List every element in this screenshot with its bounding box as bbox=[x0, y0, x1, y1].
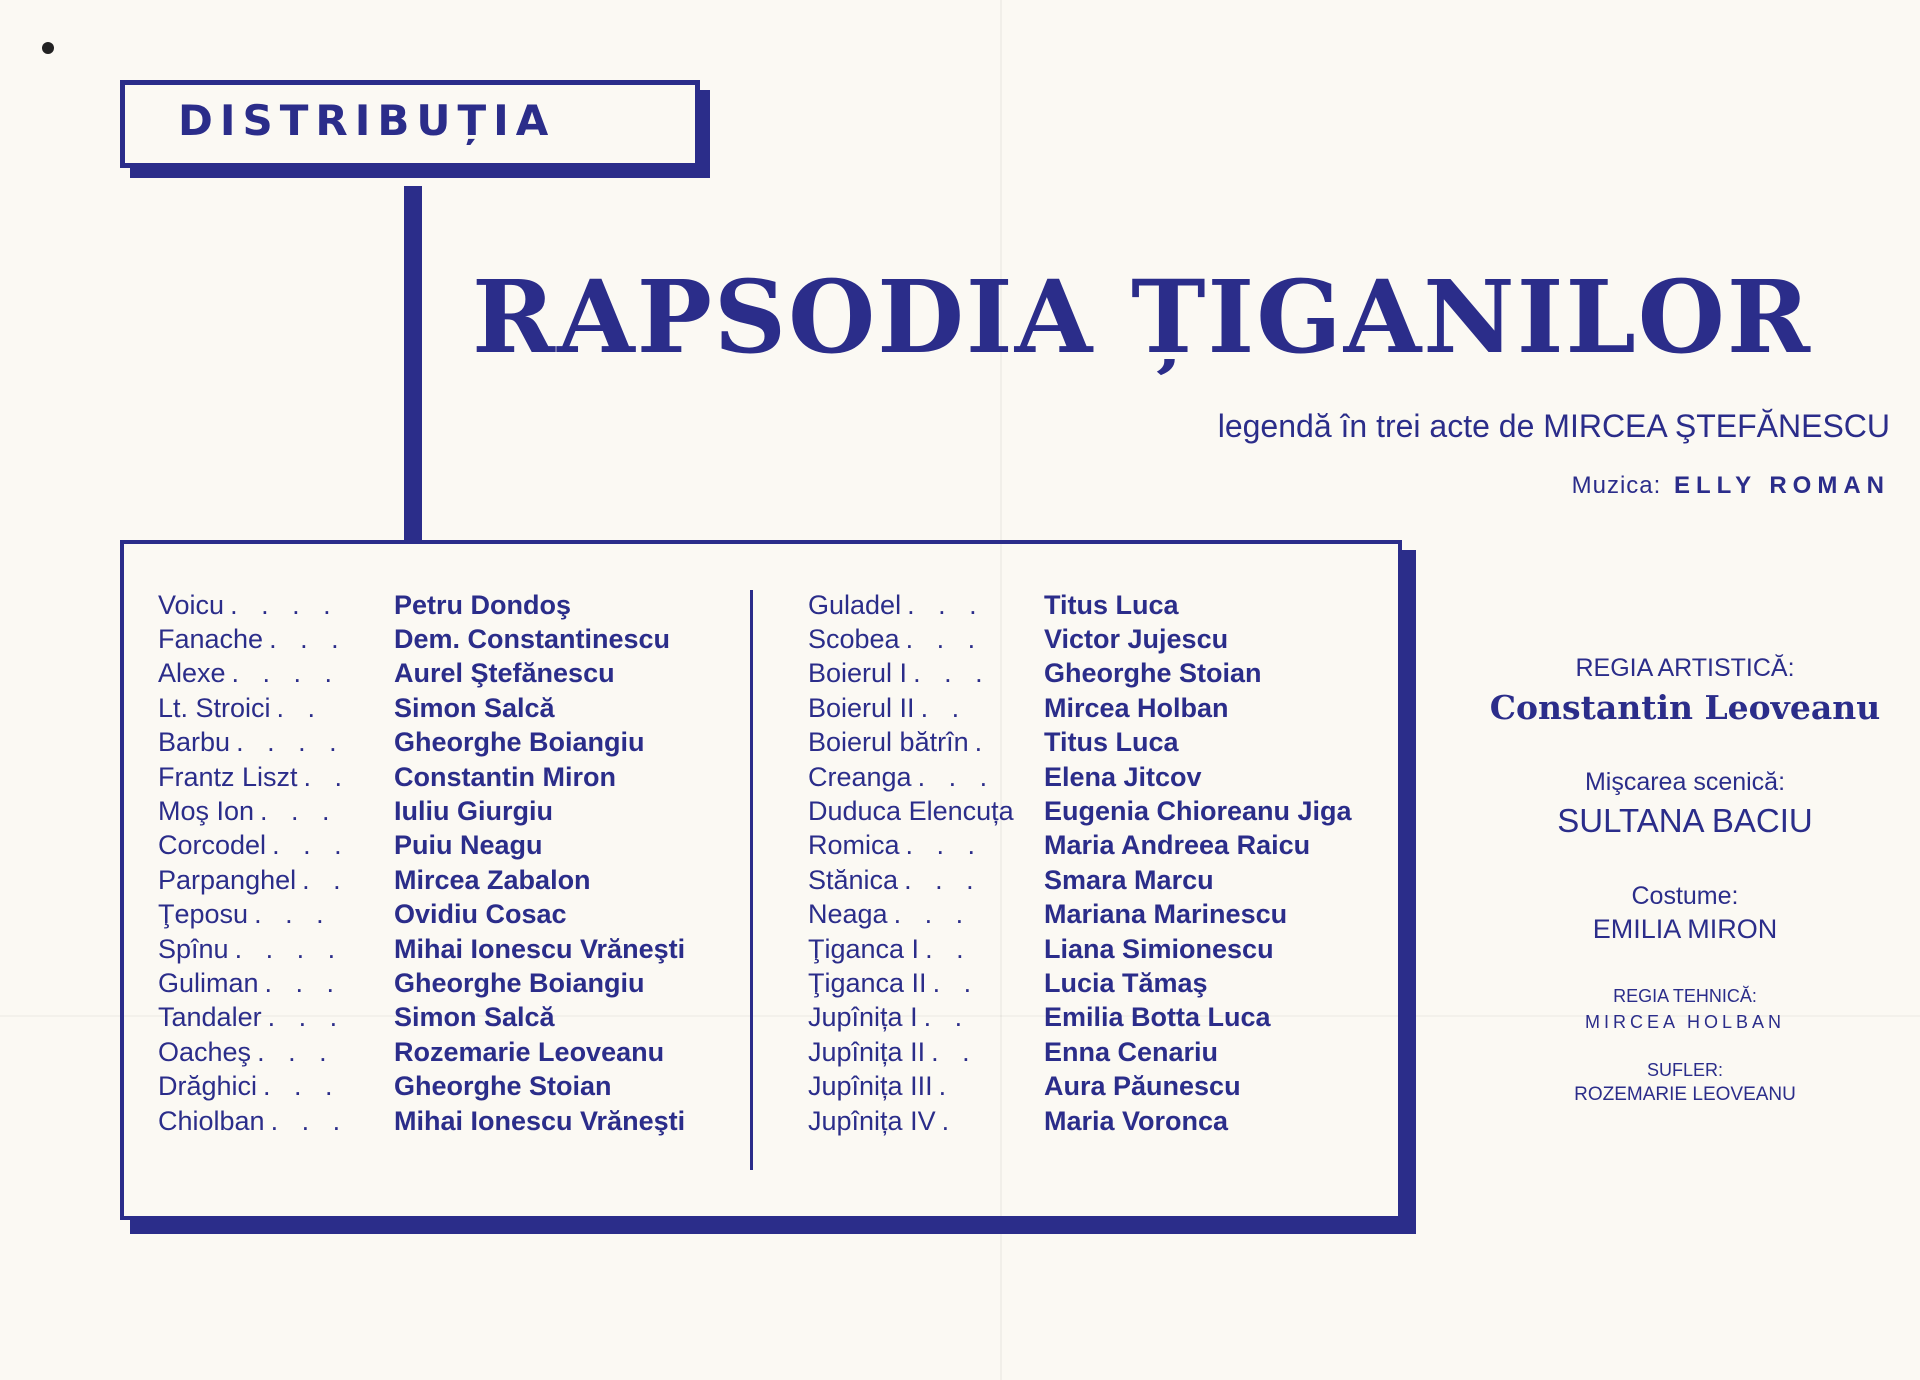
role-name: Ţeposu bbox=[158, 899, 249, 930]
cast-row bbox=[808, 657, 1262, 691]
decorative-stem bbox=[404, 186, 422, 542]
role-name: Jupînița I bbox=[808, 1002, 918, 1033]
role-cell bbox=[158, 693, 393, 724]
leader-dots: . . . . bbox=[236, 727, 345, 758]
cast-row bbox=[808, 726, 1179, 760]
leader-dots: . . . bbox=[913, 658, 991, 689]
cast-row bbox=[808, 898, 1288, 932]
leader-dots: . . . bbox=[905, 624, 984, 655]
cast-row bbox=[158, 932, 686, 966]
role-name: Guladel bbox=[808, 589, 902, 620]
cast-row bbox=[808, 794, 1352, 828]
actor-name: Maria Voronca bbox=[1044, 1105, 1229, 1136]
actor-name: Iuliu Giurgiu bbox=[394, 796, 553, 827]
leader-dots: . . . bbox=[264, 967, 343, 998]
role-name: Guliman bbox=[158, 967, 259, 998]
cast-row bbox=[158, 1001, 555, 1035]
actor-name: Gheorghe Stoian bbox=[394, 1071, 612, 1102]
role-cell bbox=[808, 865, 1043, 896]
role-name: Romica bbox=[808, 830, 900, 861]
stage-movement-label: Mişcarea scenică: bbox=[1584, 768, 1786, 796]
role-name: Boierul bătrîn bbox=[808, 727, 969, 758]
direction-label: REGIA ARTISTICĂ: bbox=[1575, 654, 1795, 682]
leader-dots: . . . bbox=[267, 1002, 346, 1033]
leader-dots: . . . bbox=[270, 1105, 349, 1136]
leader-dots: . . bbox=[923, 1002, 971, 1033]
actor-name: Dem. Constantinescu bbox=[394, 624, 671, 655]
actor-name: Mariana Marinescu bbox=[1044, 899, 1288, 930]
role-name: Voicu bbox=[158, 589, 225, 620]
role-name: Jupînița II bbox=[808, 1036, 926, 1067]
role-cell bbox=[808, 762, 1043, 793]
leader-dots: . . bbox=[276, 692, 324, 723]
role-name: Chiolban bbox=[158, 1105, 265, 1136]
actor-name: Emilia Botta Luca bbox=[1044, 1002, 1271, 1033]
actor-name: Gheorghe Boiangiu bbox=[394, 967, 645, 998]
leader-dots: . . . bbox=[257, 1036, 335, 1067]
role-name: Creanga bbox=[808, 761, 912, 792]
role-cell bbox=[808, 934, 1043, 965]
cast-row bbox=[158, 726, 645, 760]
prompter-label: SUFLER: bbox=[1646, 1060, 1724, 1080]
cast-row bbox=[158, 1035, 665, 1069]
actor-name: Maria Andreea Raicu bbox=[1044, 830, 1311, 861]
leader-dots: . . . . bbox=[234, 933, 344, 964]
cast-row bbox=[158, 794, 553, 828]
role-name: Alexe bbox=[158, 658, 226, 689]
cast-row bbox=[158, 1069, 612, 1103]
role-name: Ţiganca II bbox=[808, 967, 927, 998]
actor-name: Enna Cenariu bbox=[1044, 1036, 1219, 1067]
cast-row bbox=[808, 863, 1214, 897]
role-name: Jupînița IV bbox=[808, 1105, 936, 1136]
actor-name: Rozemarie Leoveanu bbox=[394, 1036, 665, 1067]
section-title: DISTRIBUȚIA bbox=[178, 96, 556, 145]
cast-row bbox=[808, 932, 1274, 966]
cast-box-shadow bbox=[1402, 550, 1416, 1234]
role-name: Oacheş bbox=[158, 1036, 252, 1067]
leader-dots: . . . bbox=[917, 761, 996, 792]
column-divider bbox=[750, 590, 753, 1170]
role-cell bbox=[158, 934, 393, 965]
ink-spot bbox=[42, 42, 54, 54]
role-name: Boierul II bbox=[808, 692, 915, 723]
role-cell bbox=[158, 1037, 393, 1068]
role-name: Frantz Liszt bbox=[158, 761, 298, 792]
leader-dots: . . . . bbox=[231, 658, 341, 689]
role-cell bbox=[808, 727, 1043, 758]
prompter-name: ROZEMARIE LEOVEANU bbox=[1574, 1084, 1796, 1105]
leader-dots: . bbox=[938, 1071, 955, 1102]
role-name: Jupînița III bbox=[808, 1071, 933, 1102]
costumes-label: Costume: bbox=[1631, 882, 1739, 910]
actor-name: Aura Păunescu bbox=[1044, 1071, 1241, 1102]
actor-name: Mircea Holban bbox=[1044, 692, 1229, 723]
technical-label: REGIA TEHNICĂ: bbox=[1613, 986, 1757, 1006]
role-name: Neaga bbox=[808, 899, 888, 930]
actor-name: Petru Dondoş bbox=[394, 589, 572, 620]
actor-name: Victor Jujescu bbox=[1044, 624, 1229, 655]
cast-row bbox=[158, 657, 615, 691]
role-name: Parpanghel bbox=[158, 864, 297, 895]
role-cell bbox=[158, 830, 393, 861]
role-cell bbox=[808, 1106, 1043, 1137]
role-cell bbox=[808, 830, 1043, 861]
role-name: Moş Ion bbox=[158, 796, 255, 827]
cast-list-right bbox=[808, 588, 1352, 1138]
cast-row bbox=[808, 1001, 1271, 1035]
play-subtitle: legendă în trei acte de MIRCEA ŞTEFĂNESCU bbox=[1217, 408, 1890, 444]
role-name: Drăghici bbox=[158, 1071, 258, 1102]
cast-row bbox=[158, 898, 567, 932]
role-cell bbox=[808, 968, 1043, 999]
role-cell bbox=[808, 658, 1043, 689]
role-cell bbox=[158, 968, 393, 999]
role-name: Fanache bbox=[158, 624, 264, 655]
cast-row bbox=[158, 760, 616, 794]
cast-row bbox=[158, 588, 572, 622]
leader-dots: . . . bbox=[893, 899, 972, 930]
role-name: Ţiganca I bbox=[808, 933, 920, 964]
leader-dots: . . bbox=[925, 933, 972, 964]
stage-movement-name: SULTANA BACIU bbox=[1557, 802, 1813, 839]
role-cell bbox=[158, 1002, 393, 1033]
actor-name: Titus Luca bbox=[1044, 727, 1179, 758]
role-cell bbox=[158, 796, 393, 827]
role-cell bbox=[158, 762, 393, 793]
actor-name: Mircea Zabalon bbox=[394, 864, 591, 895]
cast-list-left bbox=[158, 588, 686, 1138]
leader-dots: . . . bbox=[905, 830, 984, 861]
role-cell bbox=[808, 590, 1043, 621]
actor-name: Liana Simionescu bbox=[1044, 933, 1274, 964]
direction-name: Constantin Leoveanu bbox=[1489, 688, 1881, 727]
leader-dots: . . . . bbox=[230, 589, 339, 620]
leader-dots: . . bbox=[932, 967, 980, 998]
role-cell bbox=[808, 1037, 1043, 1068]
cast-row bbox=[158, 829, 543, 863]
role-name: Duduca Elencuța bbox=[808, 796, 1014, 827]
cast-row bbox=[158, 622, 671, 656]
actor-name: Aurel Ştefănescu bbox=[394, 658, 615, 689]
role-cell bbox=[158, 865, 393, 896]
actor-name: Smara Marcu bbox=[1044, 864, 1214, 895]
leader-dots: . . . bbox=[907, 589, 985, 620]
role-name: Lt. Stroici bbox=[158, 692, 271, 723]
role-cell bbox=[808, 1071, 1043, 1102]
cast-row bbox=[808, 966, 1208, 1000]
actor-name: Mihai Ionescu Vrăneşti bbox=[394, 933, 686, 964]
cast-row bbox=[808, 760, 1202, 794]
leader-dots: . . bbox=[303, 761, 351, 792]
role-name: Boierul I bbox=[808, 658, 908, 689]
leader-dots: . bbox=[974, 727, 991, 758]
role-cell bbox=[808, 624, 1043, 655]
play-title: RAPSODIA ȚIGANILOR bbox=[472, 258, 1813, 376]
header-box-shadow-bottom bbox=[130, 168, 710, 178]
actor-name: Gheorghe Stoian bbox=[1044, 658, 1262, 689]
role-cell bbox=[158, 1071, 393, 1102]
cast-row bbox=[808, 622, 1229, 656]
costumes-name: EMILIA MIRON bbox=[1592, 914, 1778, 944]
leader-dots: . . . bbox=[904, 864, 982, 895]
cast-row bbox=[158, 1104, 686, 1138]
music-author: ELLY ROMAN bbox=[1673, 472, 1890, 499]
role-cell bbox=[158, 727, 393, 758]
actor-name: Gheorghe Boiangiu bbox=[394, 727, 645, 758]
role-cell bbox=[158, 624, 393, 655]
role-cell bbox=[158, 899, 393, 930]
role-cell bbox=[808, 796, 1043, 827]
cast-row bbox=[808, 1069, 1241, 1103]
leader-dots: . . . bbox=[269, 624, 347, 655]
cast-box-shadow-bottom bbox=[130, 1220, 1416, 1234]
actor-name: Elena Jitcov bbox=[1044, 761, 1202, 792]
role-cell bbox=[808, 1002, 1043, 1033]
music-label: Muzica: bbox=[1571, 472, 1662, 499]
role-cell bbox=[808, 899, 1043, 930]
role-name: Tandaler bbox=[158, 1002, 262, 1033]
cast-row bbox=[158, 966, 645, 1000]
cast-row bbox=[158, 863, 591, 897]
role-name: Spînu bbox=[158, 933, 229, 964]
cast-row bbox=[808, 588, 1179, 622]
role-name: Corcodel bbox=[158, 830, 267, 861]
cast-row bbox=[808, 1104, 1229, 1138]
leader-dots: . . bbox=[302, 864, 349, 895]
actor-name: Eugenia Chioreanu Jiga bbox=[1044, 796, 1352, 827]
music-credit bbox=[1572, 472, 1890, 500]
technical-name: MIRCEA HOLBAN bbox=[1584, 1012, 1786, 1032]
role-name: Scobea bbox=[808, 624, 900, 655]
leader-dots: . . bbox=[920, 692, 968, 723]
leader-dots: . . . bbox=[272, 830, 350, 861]
role-cell bbox=[158, 658, 393, 689]
actor-name: Puiu Neagu bbox=[394, 830, 543, 861]
header-box-shadow bbox=[700, 90, 710, 178]
cast-row bbox=[808, 691, 1229, 725]
leader-dots: . . . bbox=[254, 899, 332, 930]
cast-row bbox=[808, 829, 1311, 863]
leader-dots: . bbox=[941, 1105, 958, 1136]
actor-name: Simon Salcă bbox=[394, 692, 555, 723]
role-cell bbox=[158, 590, 393, 621]
cast-row bbox=[808, 1035, 1219, 1069]
actor-name: Mihai Ionescu Vrăneşti bbox=[394, 1105, 686, 1136]
actor-name: Titus Luca bbox=[1044, 589, 1179, 620]
actor-name: Simon Salcă bbox=[394, 1002, 555, 1033]
actor-name: Ovidiu Cosac bbox=[394, 899, 567, 930]
role-name: Barbu bbox=[158, 727, 231, 758]
role-name: Stănica bbox=[808, 864, 899, 895]
role-cell bbox=[808, 693, 1043, 724]
cast-row bbox=[158, 691, 555, 725]
actor-name: Constantin Miron bbox=[394, 761, 616, 792]
leader-dots: . . . bbox=[260, 796, 338, 827]
actor-name: Lucia Tămaş bbox=[1044, 967, 1208, 998]
leader-dots: . . . bbox=[263, 1071, 341, 1102]
leader-dots: . . bbox=[931, 1036, 978, 1067]
role-cell bbox=[158, 1106, 393, 1137]
